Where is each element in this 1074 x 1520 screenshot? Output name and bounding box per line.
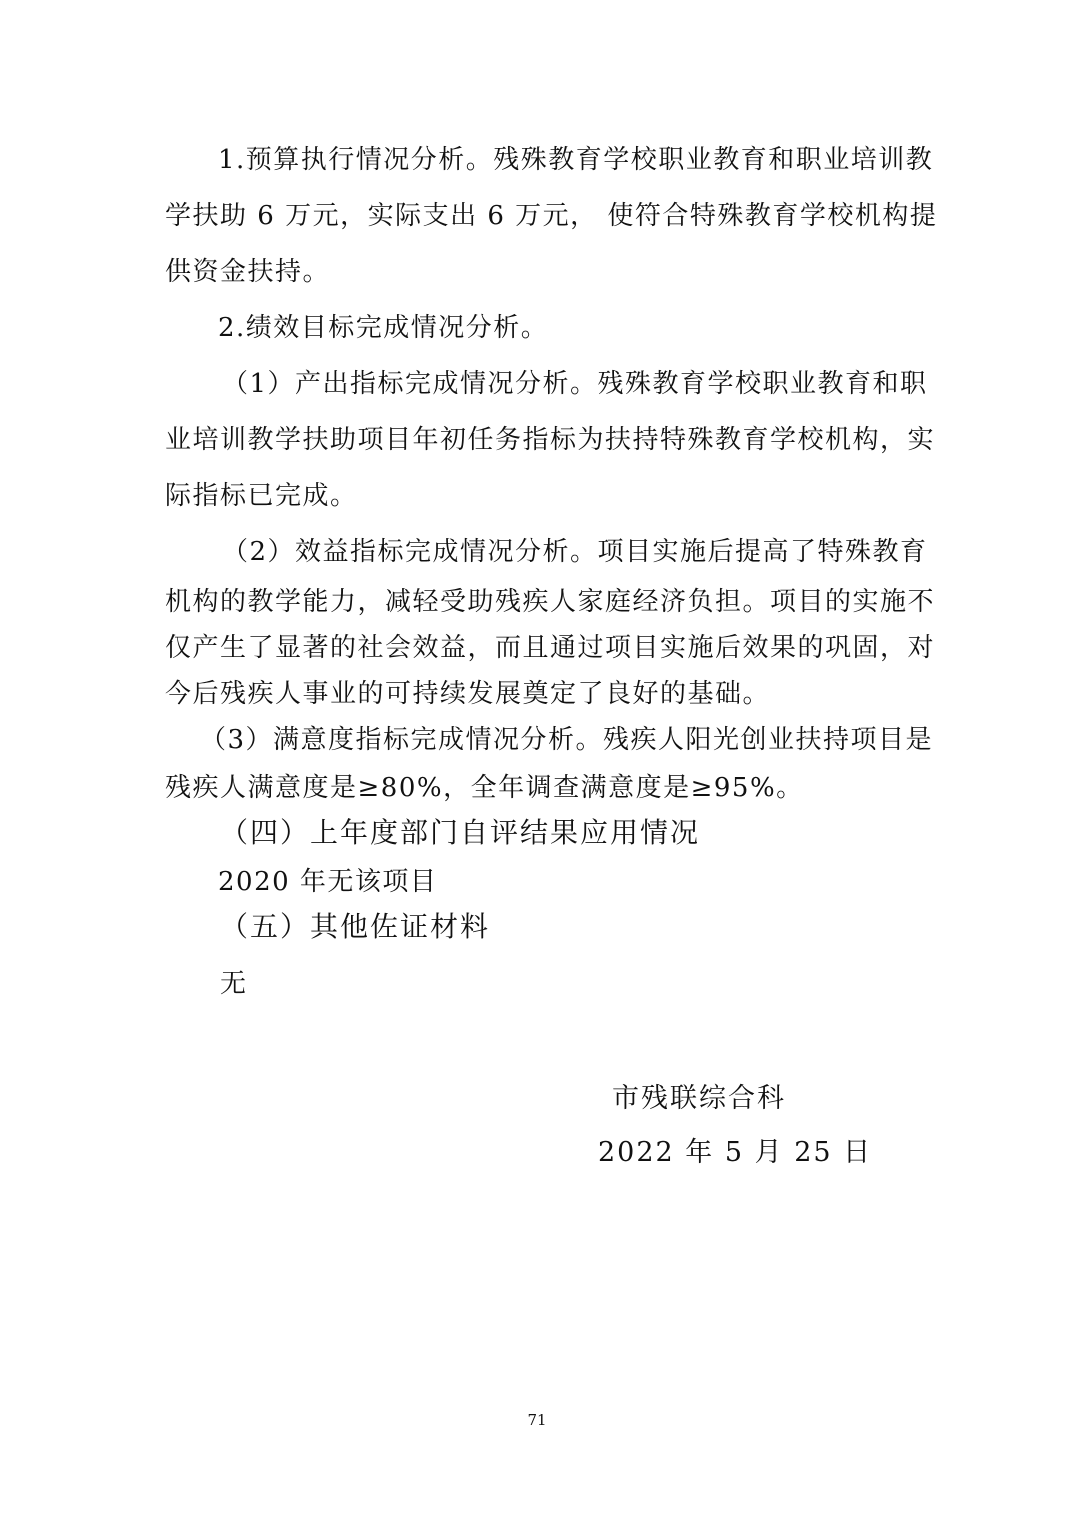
para-output-line-1: （1）产出指标完成情况分析。残殊教育学校职业教育和职	[222, 369, 928, 399]
para-benefit-line-1: （2）效益指标完成情况分析。项目实施后提高了特殊教育	[222, 537, 928, 567]
section-five-text: 无	[220, 969, 248, 999]
para-performance-title: 2.绩效目标完成情况分析。	[218, 313, 549, 343]
para-budget-line-3: 供资金扶持。	[165, 257, 331, 287]
para-budget-line-2: 学扶助 6 万元，实际支出 6 万元， 使符合特殊教育学校机构提	[165, 201, 938, 231]
para-satisfaction-line-2: 残疾人满意度是≥80%，全年调查满意度是≥95%。	[165, 773, 804, 803]
para-benefit-line-2: 机构的教学能力，减轻受助残疾人家庭经济负担。项目的实施不	[165, 587, 936, 617]
section-heading-five: （五）其他佐证材料	[220, 910, 491, 943]
page-number: 71	[527, 1411, 547, 1429]
para-benefit-line-4: 今后残疾人事业的可持续发展奠定了良好的基础。	[165, 679, 771, 709]
para-output-line-3: 际指标已完成。	[165, 481, 358, 511]
para-satisfaction-line-1: （3）满意度指标完成情况分析。残疾人阳光创业扶持项目是	[200, 725, 934, 755]
para-benefit-line-3: 仅产生了显著的社会效益，而且通过项目实施后效果的巩固，对	[165, 633, 936, 663]
signature-org: 市残联综合科	[612, 1083, 786, 1114]
section-heading-four: （四）上年度部门自评结果应用情况	[220, 816, 701, 849]
section-four-text: 2020 年无该项目	[218, 867, 438, 897]
para-output-line-2: 业培训教学扶助项目年初任务指标为扶持特殊教育学校机构，实	[165, 425, 936, 455]
signature-date: 2022 年 5 月 25 日	[598, 1137, 873, 1168]
para-budget-line-1: 1.预算执行情况分析。残殊教育学校职业教育和职业培训教	[218, 145, 934, 175]
